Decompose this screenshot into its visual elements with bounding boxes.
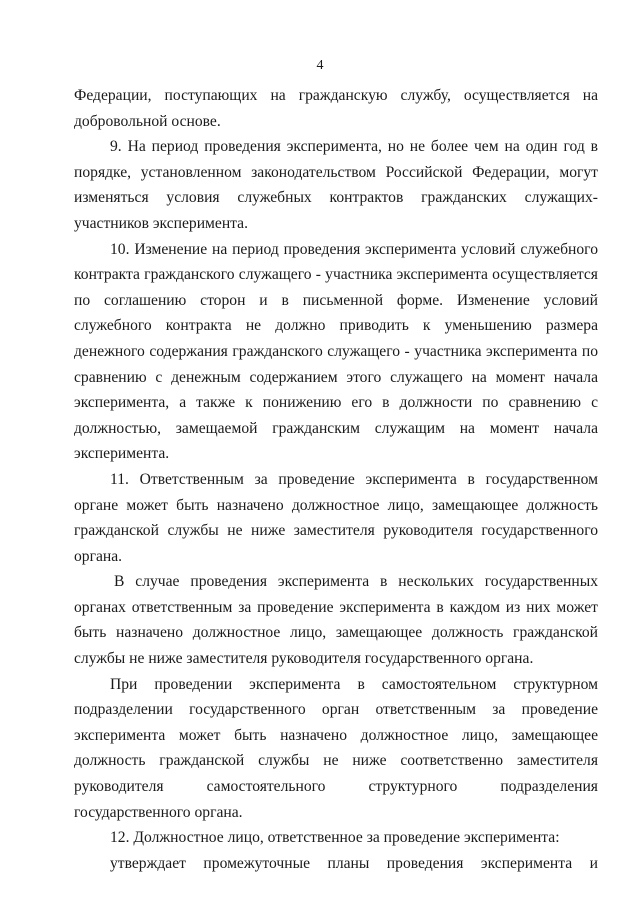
- paragraph-item-10: 10. Изменение на период проведения эксперимента условий служебного контракта гражданского служащего - участника эксперимента осуществляется по соглашению сторон и в письменной форме. Изменение условий служебного контракта не должно приводить к уменьшению размера денежного содержания гражданского служащего - участника эксперимента по сравнению с денежным содержанием этого служащего на момент начала эксперимента, а также к понижению его в должности по сравнению с должностью, замещаемой гражданским служащим на момент начала эксперимента.: [74, 240, 598, 463]
- paragraph-multiple-organs: В случае проведения эксперимента в нескольких государственных органах ответственным за проведение эксперимента в каждом из них может быть назначено должностное лицо, замещающее должность гражданской службы не ниже заместителя руководителя государственного органа.: [74, 573, 598, 668]
- paragraph-item-9: 9. На период проведения эксперимента, но не более чем на один год в порядке, установленном законодательством Российской Федерации, могут изменяться условия служебных контрактов гражданских служащих-участников эксперимента.: [74, 138, 598, 232]
- paragraph-item-12: 12. Должностное лицо, ответственное за проведение эксперимента:: [110, 829, 560, 847]
- paragraph-item-11: 11. Ответственным за проведение эксперимента в государственном органе может быть назначено должностное лицо, замещающее должность гражданской службы не ниже заместителя руководителя государственного органа.: [74, 470, 598, 565]
- page-number: 4: [316, 58, 324, 73]
- paragraph-structural-subdivision: При проведении эксперимента в самостоятельном структурном подразделении государственного орган ответственным за проведение эксперимента может быть назначено должностное лицо, замещающее должность гражданской службы не ниже соответственно заместителя руководителя самостоятельного структурного подразделения государственного органа.: [74, 675, 598, 821]
- paragraph-continuation: Федерации, поступающих на гражданскую службу, осуществляется на добровольной основе.: [74, 87, 598, 130]
- paragraph-approves-plans: утверждает промежуточные планы проведения эксперимента и: [110, 854, 598, 872]
- document-body: [74, 83, 598, 876]
